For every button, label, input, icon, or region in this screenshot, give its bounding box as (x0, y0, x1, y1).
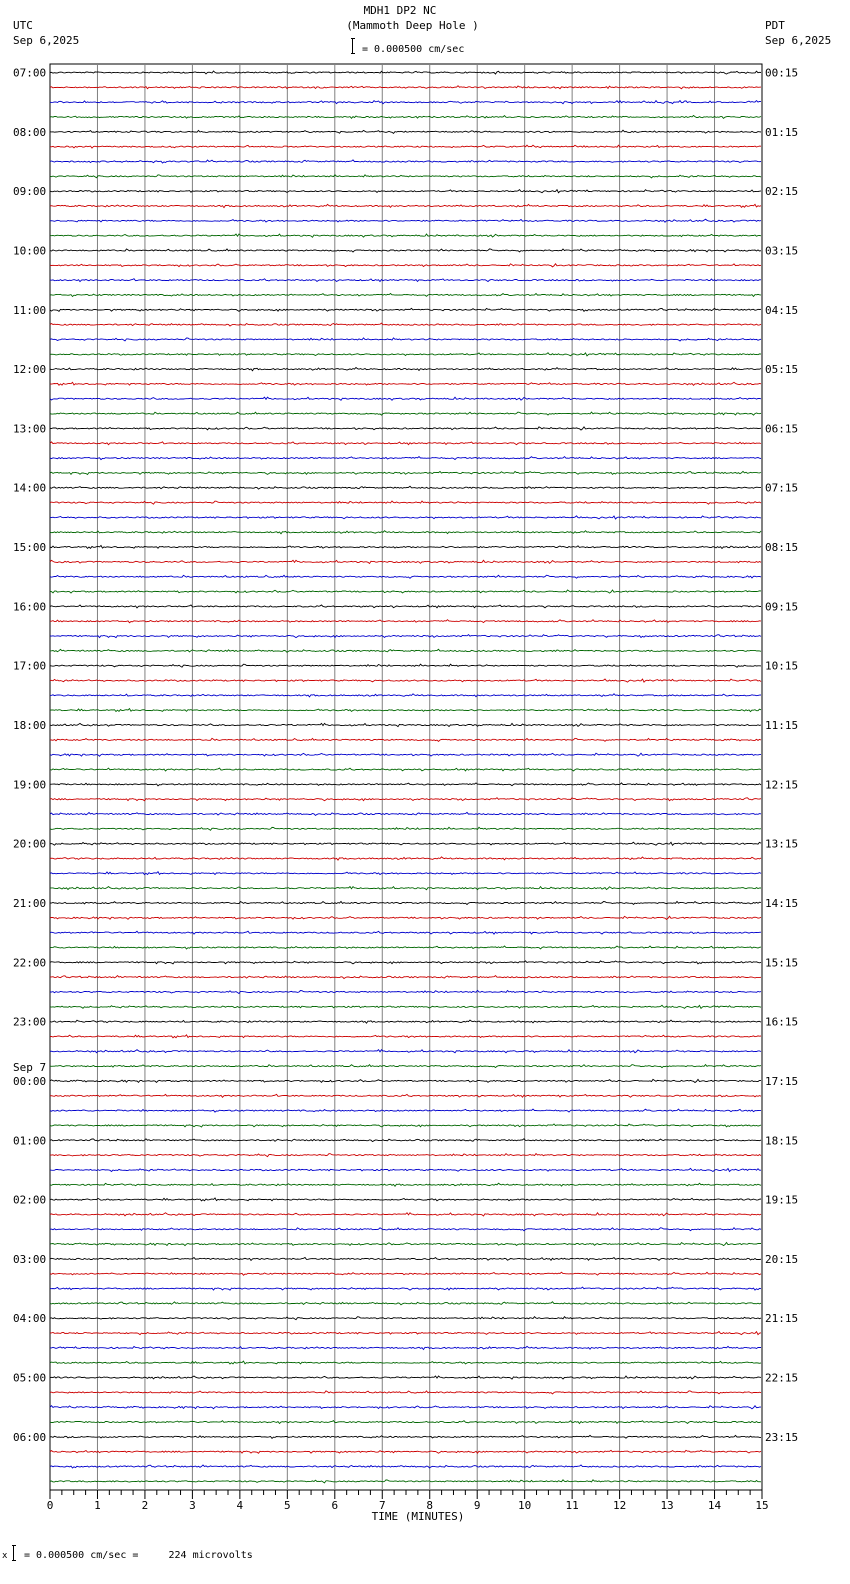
x-tick-label: 4 (236, 1499, 244, 1512)
utc-hour-label: 05:00 (13, 1371, 47, 1385)
utc-hour-label: 01:00 (13, 1134, 47, 1148)
trace-row-5 (50, 130, 761, 133)
plot-frame (50, 64, 762, 1490)
trace-row-58 (50, 916, 761, 919)
trace-row-84 (50, 1302, 761, 1305)
pdt-hour-label: 19:15 (765, 1193, 799, 1207)
x-axis-title: TIME (MINUTES) (371, 1510, 465, 1523)
grid-lines (50, 64, 762, 1490)
trace-row-85 (50, 1317, 761, 1320)
trace-row-63 (50, 990, 761, 993)
pdt-hour-label: 05:15 (765, 363, 799, 377)
trace-row-77 (50, 1198, 761, 1201)
trace-row-89 (50, 1376, 761, 1379)
trace-row-88 (50, 1361, 761, 1364)
trace-row-16 (50, 294, 761, 297)
trace-row-7 (50, 160, 761, 163)
pdt-hour-label: 20:15 (765, 1252, 799, 1266)
trace-row-45 (50, 723, 761, 726)
pdt-hour-label: 02:15 (765, 185, 799, 199)
trace-row-64 (50, 1005, 761, 1008)
trace-row-57 (50, 902, 761, 905)
utc-hour-label: 16:00 (13, 600, 47, 614)
pdt-hour-label: 08:15 (765, 541, 799, 555)
trace-row-37 (50, 605, 761, 608)
utc-hour-label: 20:00 (13, 837, 47, 851)
pdt-hour-label: 07:15 (765, 481, 799, 495)
utc-hour-label: 22:00 (13, 956, 47, 970)
calibration-bar-icon (12, 1545, 16, 1561)
trace-row-80 (50, 1243, 761, 1246)
trace-row-28 (50, 471, 761, 474)
trace-row-13 (50, 249, 761, 252)
trace-row-60 (50, 946, 761, 949)
trace-row-9 (50, 190, 761, 193)
utc-hour-label: 06:00 (13, 1430, 47, 1444)
trace-row-8 (50, 175, 761, 178)
trace-row-55 (50, 872, 761, 875)
station-title: MDH1 DP2 NC (363, 4, 437, 17)
trace-row-18 (50, 323, 761, 326)
trace-row-46 (50, 738, 761, 741)
trace-row-62 (50, 976, 761, 979)
trace-row-36 (50, 590, 761, 593)
utc-hour-label: 17:00 (13, 659, 47, 673)
trace-row-70 (50, 1094, 761, 1097)
pdt-hour-label: 18:15 (765, 1134, 799, 1148)
x-tick-label: 10 (518, 1499, 532, 1512)
trace-row-3 (50, 101, 761, 104)
utc-hour-label: 07:00 (13, 66, 47, 80)
utc-hour-label: 23:00 (13, 1015, 47, 1029)
trace-row-92 (50, 1421, 761, 1424)
time-axis (47, 1490, 769, 1523)
trace-row-23 (50, 397, 761, 400)
trace-row-66 (50, 1035, 761, 1038)
utc-hour-label: 08:00 (13, 125, 47, 139)
utc-hour-label: 09:00 (13, 185, 47, 199)
trace-row-43 (50, 694, 761, 697)
trace-row-25 (50, 427, 761, 430)
trace-row-53 (50, 842, 761, 845)
pdt-hour-label: 15:15 (765, 956, 799, 970)
pdt-hour-label: 06:15 (765, 422, 799, 436)
utc-hour-label: 10:00 (13, 244, 47, 258)
trace-row-1 (50, 71, 761, 74)
trace-row-50 (50, 798, 761, 801)
trace-row-4 (50, 116, 761, 119)
trace-row-22 (50, 382, 761, 385)
pdt-hour-label: 00:15 (765, 66, 799, 80)
trace-row-31 (50, 516, 761, 519)
trace-row-42 (50, 679, 761, 682)
trace-row-14 (50, 264, 761, 267)
trace-row-15 (50, 279, 761, 282)
trace-row-20 (50, 353, 761, 356)
pdt-hour-label: 03:15 (765, 244, 799, 258)
trace-row-68 (50, 1065, 761, 1068)
pdt-hour-label: 17:15 (765, 1074, 799, 1088)
trace-row-34 (50, 560, 761, 563)
trace-row-19 (50, 338, 761, 341)
x-tick-label: 6 (331, 1499, 339, 1512)
trace-row-71 (50, 1109, 761, 1112)
utc-hour-label: 02:00 (13, 1193, 47, 1207)
trace-row-72 (50, 1124, 761, 1127)
pdt-hour-label: 10:15 (765, 659, 799, 673)
trace-row-87 (50, 1346, 761, 1349)
trace-row-30 (50, 501, 761, 504)
right-timezone: PDT (765, 19, 785, 32)
x-tick-label: 0 (46, 1499, 54, 1512)
x-tick-label: 2 (141, 1499, 149, 1512)
x-tick-label: 8 (426, 1499, 434, 1512)
trace-row-96 (50, 1480, 761, 1483)
trace-row-73 (50, 1139, 761, 1142)
x-tick-label: 12 (612, 1499, 627, 1512)
trace-row-67 (50, 1050, 761, 1053)
x-tick-label: 14 (707, 1499, 722, 1512)
utc-hour-label: 12:00 (13, 363, 47, 377)
pdt-hour-label: 01:15 (765, 125, 799, 139)
pdt-hour-label: 11:15 (765, 719, 799, 733)
x-tick-label: 3 (189, 1499, 196, 1512)
utc-hour-label: 11:00 (13, 303, 47, 317)
trace-row-38 (50, 620, 761, 623)
trace-row-41 (50, 664, 761, 667)
right-date: Sep 6,2025 (765, 34, 832, 47)
trace-row-79 (50, 1228, 761, 1231)
trace-row-69 (50, 1079, 761, 1082)
trace-row-56 (50, 887, 761, 890)
trace-row-11 (50, 219, 761, 222)
pdt-hour-label: 13:15 (765, 837, 799, 851)
trace-row-93 (50, 1435, 761, 1438)
trace-row-76 (50, 1183, 761, 1186)
trace-row-83 (50, 1287, 761, 1290)
trace-row-51 (50, 812, 761, 815)
trace-row-82 (50, 1272, 761, 1275)
trace-row-6 (50, 145, 761, 148)
trace-row-40 (50, 649, 761, 652)
utc-hour-label: 21:00 (13, 896, 47, 910)
utc-hour-label: 18:00 (13, 719, 47, 733)
x-tick-label: 15 (755, 1499, 769, 1512)
day-change-label: Sep 7 (13, 1060, 47, 1074)
x-tick-label: 13 (660, 1499, 674, 1512)
trace-row-47 (50, 753, 761, 756)
pdt-hour-label: 12:15 (765, 778, 799, 792)
trace-row-95 (50, 1465, 761, 1468)
pdt-hour-label: 23:15 (765, 1430, 799, 1444)
pdt-hour-label: 22:15 (765, 1371, 799, 1385)
trace-row-49 (50, 783, 761, 786)
trace-row-10 (50, 204, 761, 207)
trace-row-86 (50, 1332, 761, 1335)
trace-rows (50, 71, 761, 1483)
trace-row-54 (50, 857, 761, 860)
trace-row-78 (50, 1213, 761, 1216)
x-tick-label: 5 (284, 1499, 291, 1512)
scale-label: = 0.000500 cm/sec (362, 44, 465, 55)
trace-row-91 (50, 1406, 761, 1409)
trace-row-27 (50, 457, 761, 460)
trace-row-21 (50, 368, 761, 371)
trace-row-39 (50, 635, 761, 638)
pdt-hour-label: 14:15 (765, 896, 799, 910)
trace-row-32 (50, 531, 761, 534)
x-tick-label: 11 (565, 1499, 579, 1512)
pdt-hour-label: 21:15 (765, 1312, 799, 1326)
trace-row-26 (50, 442, 761, 445)
x-tick-label: 7 (378, 1499, 386, 1512)
trace-row-44 (50, 709, 761, 712)
trace-row-33 (50, 546, 761, 549)
utc-hour-label: 03:00 (13, 1252, 47, 1266)
x-tick-label: 1 (94, 1499, 101, 1512)
pdt-hour-label: 16:15 (765, 1015, 799, 1029)
station-location: (Mammoth Deep Hole ) (346, 19, 479, 32)
trace-row-81 (50, 1258, 761, 1261)
trace-row-2 (50, 86, 761, 89)
pdt-hour-label: 09:15 (765, 600, 799, 614)
utc-hour-label: 13:00 (13, 422, 47, 436)
pdt-hour-label: 04:15 (765, 303, 799, 317)
trace-row-61 (50, 961, 761, 964)
utc-hour-label: 04:00 (13, 1312, 47, 1326)
trace-row-65 (50, 1020, 761, 1023)
footer-marker: x (2, 1551, 8, 1561)
trace-row-90 (50, 1391, 761, 1394)
trace-row-75 (50, 1168, 761, 1171)
trace-row-17 (50, 308, 761, 311)
trace-row-35 (50, 575, 761, 578)
utc-hour-label: 00:00 (13, 1074, 47, 1088)
trace-row-52 (50, 827, 761, 830)
trace-row-24 (50, 412, 761, 415)
utc-hour-label: 19:00 (13, 778, 47, 792)
left-date: Sep 6,2025 (13, 34, 80, 47)
utc-hour-label: 14:00 (13, 481, 47, 495)
utc-hour-label: 15:00 (13, 541, 47, 555)
trace-row-94 (50, 1450, 761, 1453)
trace-row-59 (50, 931, 761, 934)
calibration-label: = 0.000500 cm/sec = 224 microvolts (24, 1550, 253, 1561)
trace-row-12 (50, 234, 761, 237)
trace-row-74 (50, 1154, 761, 1157)
x-tick-label: 9 (473, 1499, 481, 1512)
trace-row-48 (50, 768, 761, 771)
trace-row-29 (50, 486, 761, 489)
left-timezone: UTC (13, 19, 33, 32)
